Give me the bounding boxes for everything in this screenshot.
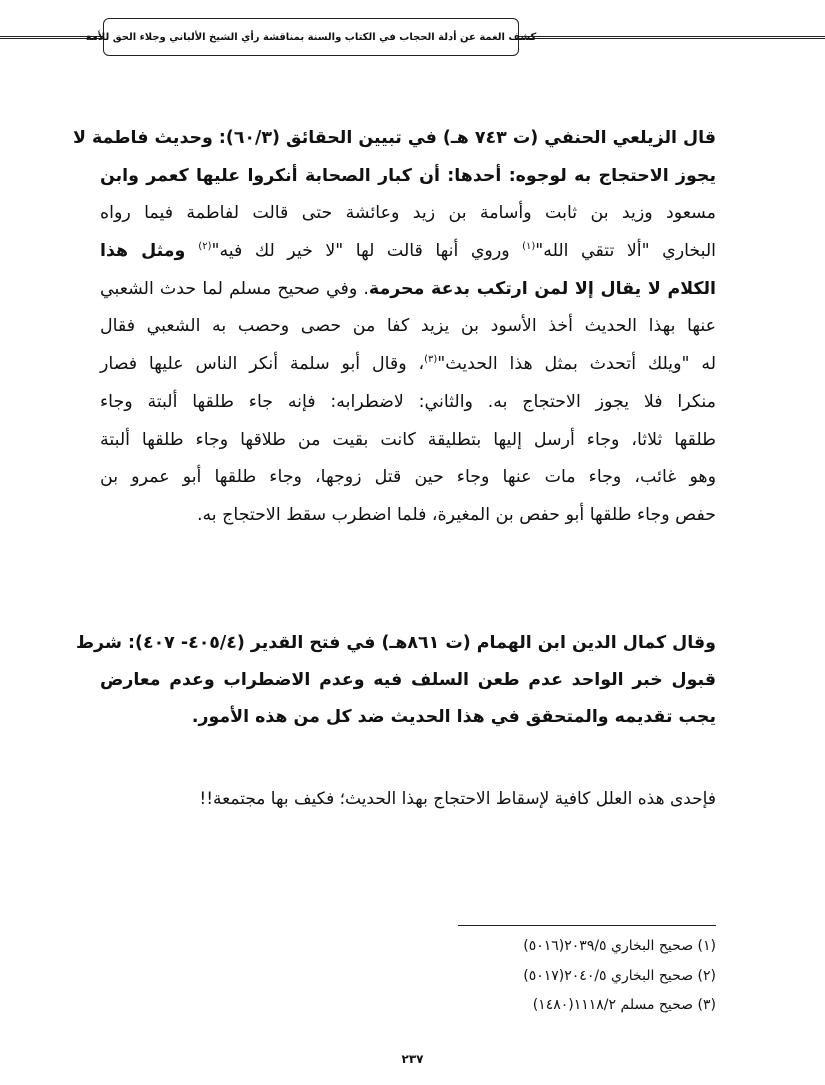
text-line bbox=[72, 120, 716, 158]
page-number: ٢٣٧ bbox=[401, 1052, 424, 1066]
text-run: وروي أنها قالت لها "لا خير لك فيه" bbox=[211, 241, 523, 262]
footnote-ref: (١) bbox=[522, 241, 536, 253]
bold-text: قال الزيلعي الحنفي (ت ٧٤٣ هـ) في تبيين الحقائق (٦٠/٣): وحديث فاطمة لا bbox=[72, 128, 716, 148]
bold-text: يجب تقديمه والمتحقق في هذا الحديث ضد كل من هذه الأمور. bbox=[191, 707, 716, 727]
header-rule-right bbox=[518, 36, 825, 39]
text-run: . وفي صحيح مسلم لما حدث الشعبي bbox=[100, 278, 369, 299]
text-line bbox=[100, 158, 716, 196]
text-line bbox=[100, 699, 716, 736]
text-line bbox=[76, 625, 716, 662]
paragraph-zaylai bbox=[72, 120, 717, 535]
paragraph-conclusion: فإحدى هذه العلل كافية لإسقاط الاحتجاج بهذا الحديث؛ فكيف بها مجتمعة!! bbox=[199, 789, 716, 809]
footnote-ref: (٢) bbox=[198, 241, 212, 253]
text-line bbox=[100, 233, 716, 271]
text-line: وهو غائب، وجاء مات عنها وجاء حين قتل زوجها، وجاء طلقها أبو عمرو بن bbox=[100, 467, 716, 488]
text-run: له "ويلك أتحدث بمثل هذا الحديث" bbox=[437, 354, 716, 375]
footnotes bbox=[300, 932, 716, 1021]
bold-text: يجوز الاحتجاج به لوجوه: أحدها: أن كبار الصحابة أنكروا عليها كعمر وابن bbox=[100, 165, 716, 186]
text-line bbox=[100, 271, 716, 309]
text-line: طلقها ثلاثا، وجاء أرسل إليها بتطليقة كانت بقيت من طلاقها وجاء طلقها ألبتة bbox=[100, 429, 716, 450]
text-line: مسعود وزيد بن ثابت وأسامة بن زيد وعائشة حتى قالت لفاطمة فيما رواه bbox=[100, 203, 716, 224]
bold-text: وقال كمال الدين ابن الهمام (ت ٨٦١هـ) في فتح القدير (٤٠٥/٤- ٤٠٧): شرط bbox=[76, 633, 716, 653]
text-line: عنها بهذا الحديث أخذ الأسود بن يزيد كفا من حصى وحصب به الشعبي فقال bbox=[100, 316, 716, 337]
text-line bbox=[100, 662, 716, 699]
text-line: حفص وجاء طلقها أبو حفص بن المغيرة، فلما اضطرب سقط الاحتجاج به. bbox=[196, 504, 716, 525]
bold-text: الكلام لا يقال إلا لمن ارتكب بدعة محرمة bbox=[368, 278, 716, 299]
text-run: البخاري "ألا تتقي الله" bbox=[535, 241, 717, 262]
footnote-2: (٢) صحيح البخاري ٢٠٤٠/٥(٥٠١٧) bbox=[523, 967, 716, 984]
paragraph-ibn-alhumam bbox=[76, 625, 716, 736]
text-line bbox=[100, 346, 716, 384]
footnote-1: (١) صحيح البخاري ٢٠٣٩/٥(٥٠١٦) bbox=[523, 938, 716, 954]
text-line: منكرا فلا يجوز الاحتجاج به. والثاني: لاضطرابه: فإنه جاء طلقها ألبتة وجاء bbox=[100, 391, 716, 412]
footnote-separator bbox=[458, 925, 716, 926]
bold-text: قبول خبر الواحد عدم طعن السلف فيه وعدم الاضطراب وعدم معارض bbox=[100, 670, 716, 690]
footnote-ref: (٣) bbox=[424, 354, 438, 366]
bold-text: ومثل هذا bbox=[100, 241, 199, 262]
text-run: ، وقال أبو سلمة أنكر الناس عليها فصار bbox=[100, 354, 425, 375]
running-header: كشف الغمة عن أدلة الحجاب في الكتاب والسنة بمناقشة رأي الشيخ الألباني وجلاء الحق للأمة bbox=[103, 18, 519, 56]
footnote-3: (٣) صحيح مسلم ١١١٨/٢(١٤٨٠) bbox=[532, 997, 716, 1013]
